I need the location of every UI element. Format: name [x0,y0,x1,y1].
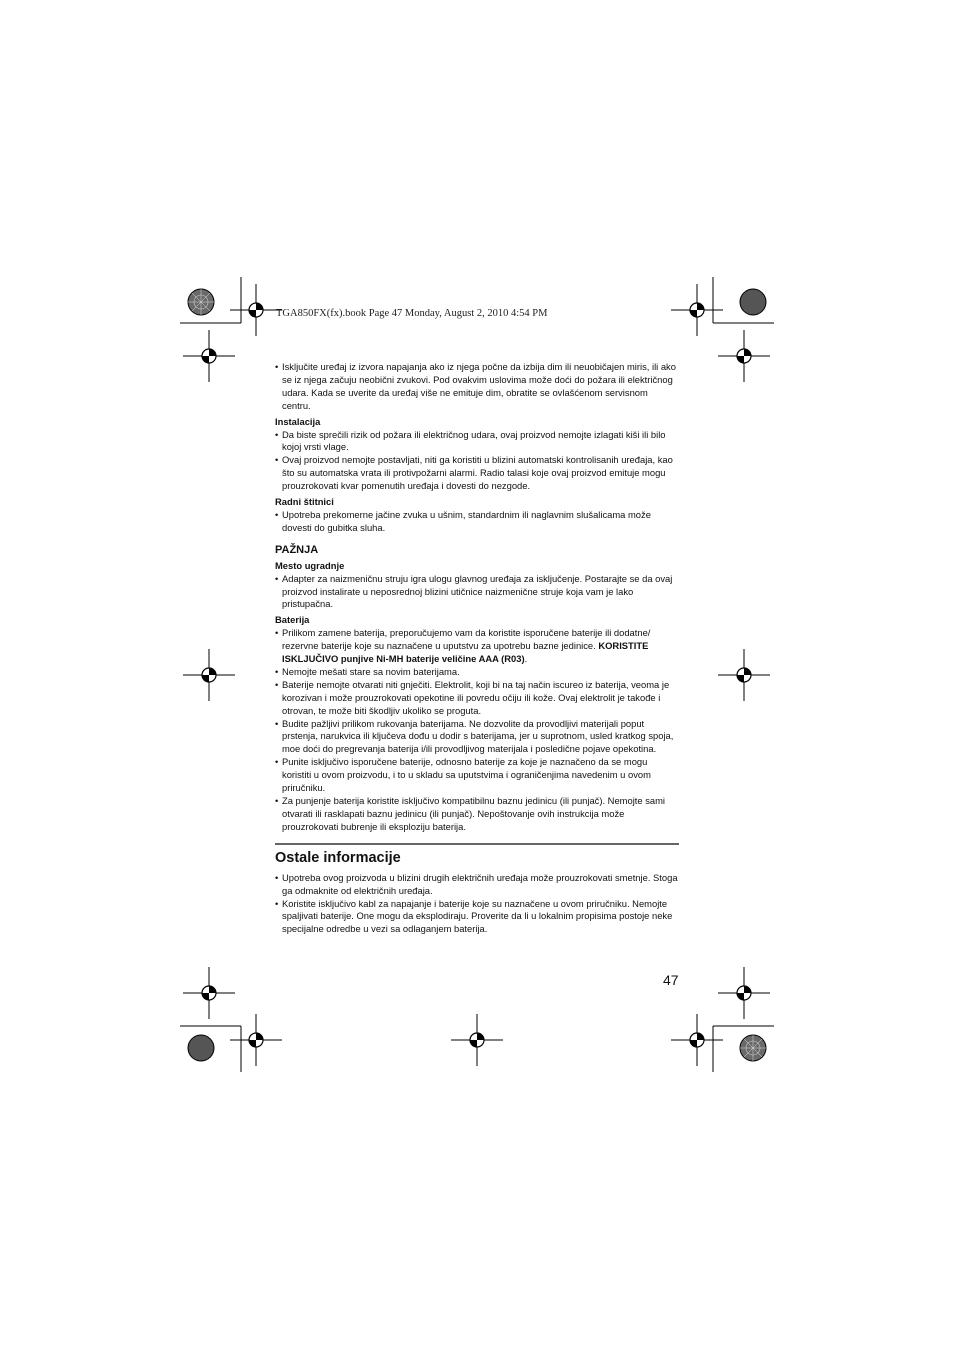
list-item: • Budite pažljivi prilikom rukovanja baterijama. Ne dozvolite da provodljivi materijali poput prstenja, narukvica ili ključeva dođu u dodir s baterijama, jer u suprotnom, usled kratkog spoja, moe doći do pregrevanja baterija i/ili provodljivog materijala i posledične pojave opekotina. [275,718,679,757]
battery-text-end: . [524,653,528,665]
mesto-ugradnje-heading: Mesto ugradnje [275,559,345,571]
print-info-header: TGA850FX(fx).book Page 47 Monday, August 2, 2010 4:54 PM [276,308,548,319]
list-item: • Adapter za naizmeničnu struju igra ulogu glavnog uređaja za isključenje. Postarajte se da ovaj proizvod instalirate u neposrednoj blizini utičnice naizmenične struje koja vam je lako pristupačna. [275,573,679,612]
caution-heading: PAŽNJA [275,543,319,556]
list-item: • Nemojte mešati stare sa novim baterijama. [275,666,679,679]
list-item: • Koristite isključivo kabl za napajanje i baterije koje su naznačene u ovom priručniku. Nemojte spaljivati baterije. One mogu da eksplodiraju. Proverite da li u lokalnim propisima postoje neke specijalne odredbe u vezi sa odlaganjem baterija. [275,898,679,937]
radni-stitnici-heading: Radni štitnici [275,496,334,508]
instalacija-heading: Instalacija [275,415,321,427]
list-item: • Baterije nemojte otvarati niti gnječiti. Elektrolit, koji bi na taj način iscureo iz baterija, veoma je korozivan i može prouzrokovati opekotine ili povredu očiju ili kože. Ovaj elektrolit je takođe i otrovan, te može biti škodljiv ukoliko se proguta. [275,679,679,718]
baterija-heading: Baterija [275,614,310,626]
page-number: 47 [663,972,679,988]
battery-text: Prilikom zamene baterija, preporučujemo vam da koristite isporučene baterije ili dodatne/ rezervne baterije koje su naznačene u uputstvu za upotrebu bazne jedinice. [282,627,651,652]
section-divider [275,843,679,845]
list-item [275,627,679,666]
section-title: Ostale informacije [275,849,401,866]
intro-bullet: • Isključite uređaj iz izvora napajanja ako iz njega počne da izbija dim ili neuobičajen miris, ili ako se iz njega začuju neobični zvukovi. Pod ovakvim uslovima može doći do požara ili električnog udara. Kada se uverite da uređaj više ne emituje dim, obratite se ovlašćenom servisnom centru. [275,361,679,413]
page-content [275,361,679,936]
list-item: • Za punjenje baterija koristite isključivo kompatibilnu baznu jedinicu (ili punjač). Nemojte sami otvarati ili rasklapati baznu jedinicu (ili punjač). Nepoštovanje ovih instrukcija može prouzrokovati bubrenje ili eksploziju baterija. [275,795,679,834]
list-item: • Upotreba ovog proizvoda u blizini drugih električnih uređaja može prouzrokovati smetnje. Stoga ga odmaknite od električnih uređaja. [275,872,679,898]
list-item: • Punite isključivo isporučene baterije, odnosno baterije za koje je naznačeno da se mogu koristiti u ovom proizvodu, i to u skladu sa uputstvima i ograničenjima navedenim u ovom priručniku. [275,756,679,795]
list-item: • Upotreba prekomerne jačine zvuka u ušnim, standardnim ili naglavnim slušalicama može dovesti do gubitka sluha. [275,509,679,535]
list-item: • Da biste sprečili rizik od požara ili električnog udara, ovaj proizvod nemojte izlagati kiši ili bilo kojoj vrsti vlage. [275,429,679,455]
list-item: • Ovaj proizvod nemojte postavljati, niti ga koristiti u blizini automatski kontrolisanih uređaja, kao što su automatska vrata ili protivpožarni alarmi. Radio talasi koje ovaj proizvod emituje mogu prouzrokovati kvar pomenutih uređaja i dovesti do nezgode. [275,454,679,493]
battery-warning-bold: KORISTITE ISKLJUČIVO punjive Ni-MH baterije veličine AAA (R03) [282,640,649,665]
